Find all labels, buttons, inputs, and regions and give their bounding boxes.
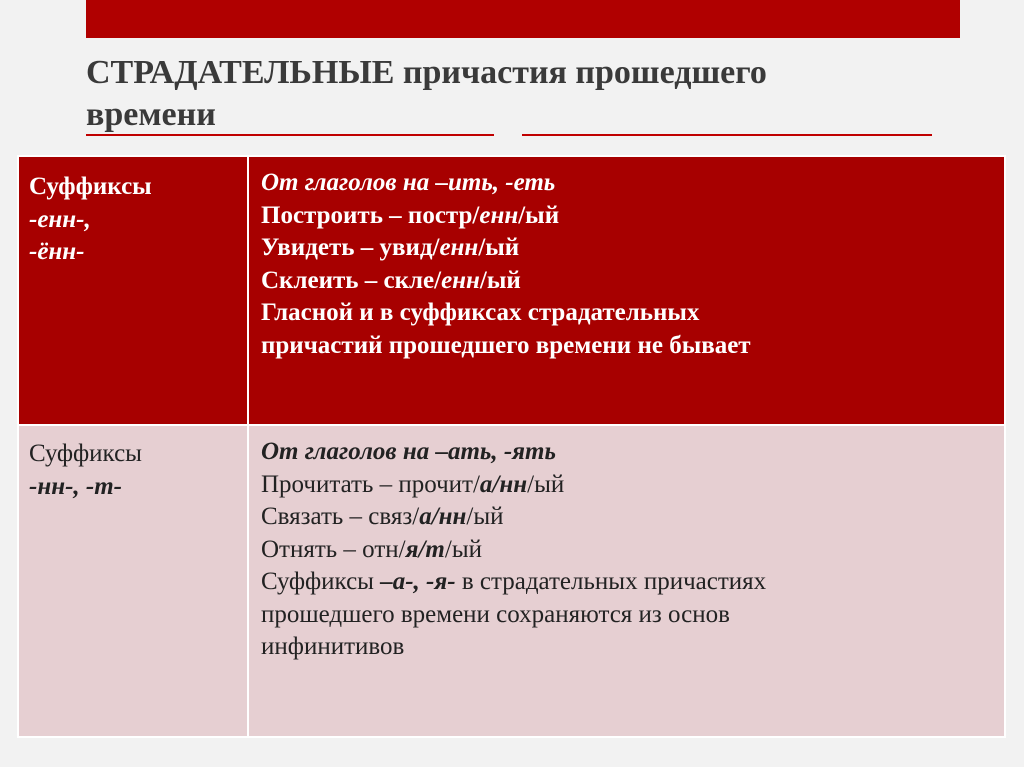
example-suffix: а/нн (419, 503, 467, 530)
example-verb: Прочитать – прочит/ (261, 470, 480, 498)
example-verb: Отнять – отн/ (261, 535, 406, 563)
example-ending: /ый (466, 503, 504, 530)
suffix-cell-enn (18, 156, 248, 425)
slide-title (86, 52, 946, 136)
example-line (261, 232, 996, 265)
rule-cell-nn-t (248, 425, 1005, 737)
note-line (261, 566, 996, 599)
example-suffix: енн (441, 266, 480, 294)
note-line: инфинитивов (261, 633, 405, 660)
title-line-2: времени (86, 96, 216, 133)
rule-text: От глаголов на –ать, -ять (261, 438, 556, 465)
example-verb: Увидеть – увид/ (261, 234, 440, 261)
example-ending: /ый (518, 201, 560, 229)
suffix-yonn: -ённ- (29, 238, 85, 265)
suffix-enn: -енн-, (29, 205, 91, 233)
example-line (261, 265, 996, 298)
example-suffix: а/нн (479, 470, 528, 498)
example-suffix: енн (479, 201, 519, 229)
title-underline-left (86, 134, 494, 136)
table-row-enn (18, 156, 1005, 425)
title-line-1: СТРАДАТЕЛЬНЫЕ причастия прошедшего (86, 54, 767, 91)
example-suffix: енн (439, 234, 479, 261)
note-line: прошедшего времени сохраняются из основ (261, 600, 730, 628)
suffix-heading: Суффиксы (29, 173, 152, 200)
example-ending: /ый (478, 234, 520, 261)
note-line: Гласной и в суффиксах страдательных (261, 299, 700, 326)
example-ending: /ый (479, 266, 521, 294)
top-accent-bar (86, 0, 960, 38)
example-line (261, 469, 996, 502)
title-underline-right (522, 134, 932, 136)
rule-text: От глаголов на –ить, -еть (261, 169, 556, 196)
example-ending: /ый (527, 470, 565, 498)
suffix-heading: Суффиксы (29, 440, 142, 467)
example-line (261, 534, 996, 567)
table-row-nn-t (18, 425, 1005, 737)
note-suffixes: –а-, -я- (380, 568, 456, 595)
example-line (261, 200, 996, 233)
rule-cell-enn (248, 156, 1005, 425)
example-verb: Связать – связ/ (261, 503, 420, 530)
example-suffix: я/т (405, 535, 445, 563)
suffix-nn-t: -нн-, -т- (29, 472, 123, 500)
example-ending: /ый (444, 535, 483, 563)
note-prefix: Суффиксы (261, 568, 381, 595)
note-rest: в страдательных причастиях (455, 568, 767, 595)
note-line: причастий прошедшего времени не бывает (261, 331, 751, 359)
example-verb: Склеить – скле/ (261, 266, 442, 294)
suffix-table (17, 155, 1006, 738)
example-line (261, 501, 996, 534)
example-verb: Построить – постр/ (261, 201, 480, 229)
suffix-cell-nn-t (18, 425, 248, 737)
